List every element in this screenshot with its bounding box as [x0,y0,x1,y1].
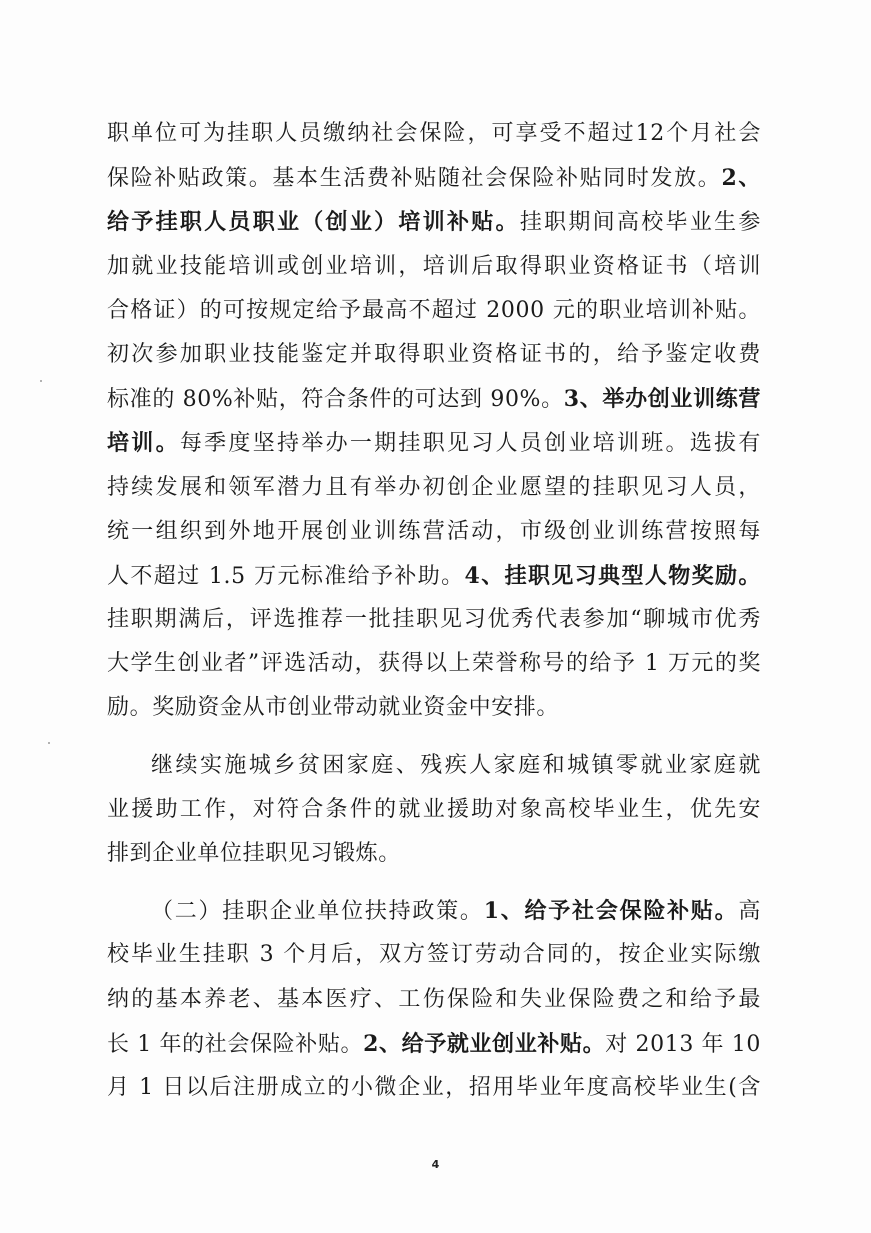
text-run: 大学生创业者”评选活动，获得以上荣誉称号的给予 1 万元的奖 [107,651,761,677]
paragraph-2 [107,744,761,877]
bold-heading: 给予挂职人员职业（创业）培训补贴。 [107,209,520,236]
text-run: 持续发展和领军潜力且有举办初创企业愿望的挂职见习人员， [107,474,761,500]
text-run: 月 1 日以后注册成立的小微企业，招用毕业年度高校毕业生(含 [107,1074,761,1100]
paragraph-1 [107,112,761,731]
text-line [107,421,761,465]
bold-heading: 2、 [721,165,761,192]
text-run: 业援助工作，对符合条件的就业援助对象高校毕业生，优先安 [107,796,761,822]
text-line [107,156,761,200]
text-run: （二）挂职企业单位扶持政策。 [151,899,484,925]
text-run: 继续实施城乡贫困家庭、残疾人家庭和城镇零就业家庭就 [151,752,761,778]
bold-heading: 2、给予就业创业补贴。 [363,1030,606,1057]
text-line [107,788,761,832]
text-line [107,744,761,788]
text-run: 励。奖励资金从市创业带动就业资金中安排。 [107,695,560,721]
text-run: 对 2013 年 10 [605,1031,761,1057]
text-run: 合格证）的可按规定给予最高不超过 2000 元的职业培训补贴。 [107,297,761,323]
text-line [107,933,761,977]
text-run: 挂职期满后，评选推荐一批挂职见习优秀代表参加“聊城市优秀 [107,607,761,633]
scan-speck [40,380,42,382]
text-line [107,510,761,554]
text-run: 长 1 年的社会保险补贴。 [107,1031,364,1057]
text-run: 初次参加职业技能鉴定并取得职业资格证书的，给予鉴定收费 [107,341,761,367]
text-run: 每季度坚持举办一期挂职见习人员创业培训班。选拔有 [179,431,761,457]
text-run: 高 [738,899,761,925]
text-line [107,1066,761,1110]
text-line [107,245,761,289]
paragraph-gap [107,731,761,744]
bold-heading: 3、举办创业训练营 [563,386,761,413]
text-line [107,598,761,642]
text-run: 标准的 80%补贴，符合条件的可达到 90%。 [107,387,564,413]
text-line [107,333,761,377]
paragraph-3 [107,889,761,1110]
text-run: 职单位可为挂职人员缴纳社会保险，可享受不超过12个月社会 [107,121,761,146]
text-run: 人不超过 1.5 万元标准给予补助。 [107,563,465,589]
text-line [107,686,761,730]
bold-heading: 4、挂职见习典型人物奖励。 [464,562,761,589]
text-line [107,112,761,156]
text-run: 保险补贴政策。基本生活费补贴随社会保险补贴同时发放。 [107,166,722,192]
paragraph-gap [107,876,761,889]
text-run: 挂职期间高校毕业生参 [519,210,761,236]
text-line [107,832,761,876]
text-run: 排到企业单位挂职见习锻炼。 [107,841,401,866]
text-line [107,554,761,598]
bold-heading: 培训。 [107,430,180,457]
text-line [107,289,761,333]
bold-heading: 1、给予社会保险补贴。 [483,898,739,925]
text-line [107,200,761,244]
text-line [107,642,761,686]
text-run: 纳的基本养老、基本医疗、工伤保险和失业保险费之和给予最 [107,986,761,1012]
body-text [107,112,761,1110]
page-number: 4 [431,1158,440,1171]
text-line [107,978,761,1022]
scan-speck [48,742,50,744]
text-run: 校毕业生挂职 3 个月后，双方签订劳动合同的，按企业实际缴 [107,942,761,968]
text-line [107,377,761,421]
text-run: 统一组织到外地开展创业训练营活动，市级创业训练营按照每 [107,518,761,544]
text-line [107,889,761,933]
text-line [107,466,761,510]
text-run: 加就业技能培训或创业培训，培训后取得职业资格证书（培训 [107,253,761,279]
text-line [107,1022,761,1066]
